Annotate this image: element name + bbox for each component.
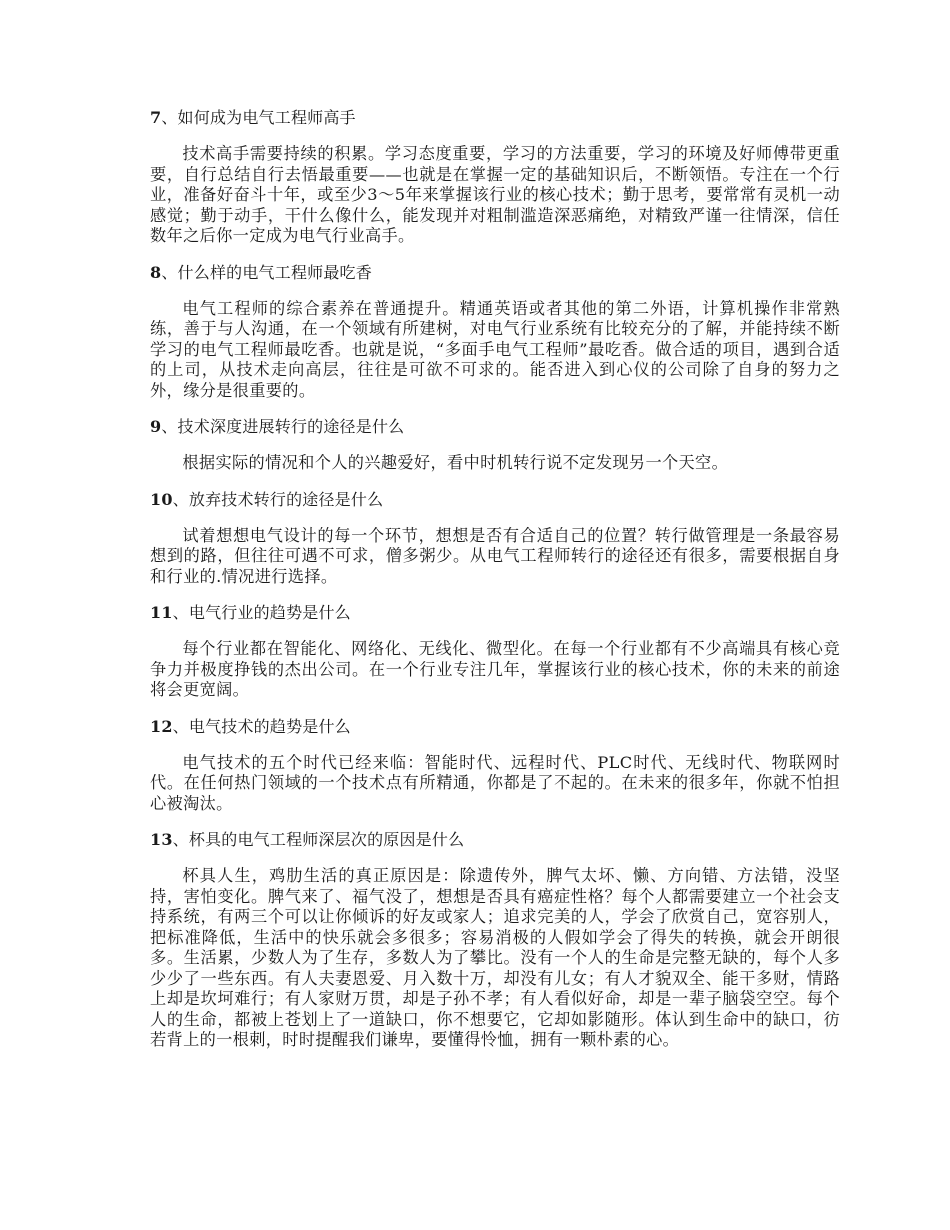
section-paragraph: 试着想想电气设计的每一个环节，想想是否有合适自己的位置？转行做管理是一条最容易想到的路，但往往可遇不可求，僧多粥少。从电气工程师转行的途径还有很多，需要根据自身和行业的.情况进行选择。 — [150, 525, 840, 586]
section-number: 10 — [150, 489, 173, 509]
section-title: 、技术深度进展转行的途径是什么 — [161, 417, 405, 436]
section-paragraph: 每个行业都在智能化、网络化、无线化、微型化。在每一个行业都有不少高端具有核心竞争力并极度挣钱的杰出公司。在一个行业专注几年，掌握该行业的核心技术，你的未来的前途将会更宽阔。 — [150, 639, 840, 699]
section-heading — [150, 603, 840, 623]
section-number: 9 — [150, 417, 162, 436]
section-heading — [150, 263, 840, 283]
section-heading — [150, 108, 840, 128]
section-12 — [150, 717, 840, 815]
section-title: 、电气技术的趋势是什么 — [172, 716, 351, 736]
section-paragraph: 电气技术的五个时代已经来临：智能时代、远程时代、PLC时代、无线时代、物联网时代。在任何热门领域的一个技术点有所精通，你都是了不起的。在未来的很多年，你就不怕担心被淘汰。 — [150, 752, 840, 813]
section-8 — [150, 263, 840, 402]
document-page — [150, 108, 840, 1067]
section-13 — [150, 830, 840, 1051]
section-number: 13 — [150, 830, 173, 849]
section-10 — [150, 490, 840, 588]
section-number: 11 — [150, 603, 173, 622]
section-paragraph: 技术高手需要持续的积累。学习态度重要，学习的方法重要，学习的环境及好师傅带更重要，自行总结自行去悟最重要——也就是在掌握一定的基础知识后，不断领悟。专注在一个行业，准备好奋斗十年，或至少3～5年来掌握该行业的核心技术；勤于思考，要常常有灵机一动感觉；勤于动手，干什么像什么，能发现并对粗制滥造深恶痛绝，对精致严谨一往情深，信任数年之后你一定成为电气行业高手。 — [150, 144, 840, 245]
section-9 — [150, 417, 840, 474]
section-number: 8 — [150, 262, 162, 282]
section-title: 、杯具的电气工程师深层次的原因是什么 — [172, 830, 465, 849]
section-7 — [150, 108, 840, 247]
section-11 — [150, 603, 840, 701]
section-paragraph: 杯具人生，鸡肋生活的真正原因是：除遗传外，脾气太坏、懒、方向错、方法错，没坚持，害怕变化。脾气来了、福气没了，想想是否具有癌症性格？每个人都需要建立一个社会支持系统，有两三个可以让你倾诉的好友或家人；追求完美的人，学会了欣赏自己，宽容别人，把标准降低，生活中的快乐就会多很多；容易消极的人假如学会了得失的转换，就会开朗很多。生活累，少数人为了生存，多数人为了攀比。没有一个人的生命是完整无缺的，每个人多少少了一些东西。有人夫妻恩爱、月入数十万，却没有儿女；有人才貌双全、能干多财，情路上却是坎坷难行；有人家财万贯，却是子孙不孝；有人看似好命，却是一辈子脑袋空空。每个人的生命，都被上苍划上了一道缺口，你不想要它，它却如影随形。体认到生命中的缺口，彷若背上的一根刺，时时提醒我们谦卑，要懂得怜恤，拥有一颗朴素的心。 — [150, 866, 840, 1049]
section-title: 、如何成为电气工程师高手 — [161, 108, 356, 127]
section-heading — [150, 490, 840, 510]
section-number: 12 — [150, 716, 173, 736]
section-title: 、电气行业的趋势是什么 — [172, 603, 351, 622]
section-paragraph: 电气工程师的综合素养在普通提升。精通英语或者其他的第二外语，计算机操作非常熟练，善于与人沟通，在一个领域有所建树，对电气行业系统有比较充分的了解，并能持续不断学习的电气工程师最吃香。也就是说，“多面手电气工程师”最吃香。做合适的项目，遇到合适的上司，从技术走向高层，往往是可欲不可求的。能否进入到心仪的公司除了自身的努力之外，缘分是很重要的。 — [150, 298, 840, 400]
section-heading — [150, 830, 840, 850]
section-heading — [150, 717, 840, 737]
section-title: 、放弃技术转行的途径是什么 — [172, 489, 384, 509]
section-number: 7 — [150, 108, 162, 127]
section-title: 、什么样的电气工程师最吃香 — [161, 262, 372, 282]
section-paragraph: 根据实际的情况和个人的兴趣爱好，看中时机转行说不定发现另一个天空。 — [182, 453, 729, 472]
section-heading — [150, 417, 840, 437]
